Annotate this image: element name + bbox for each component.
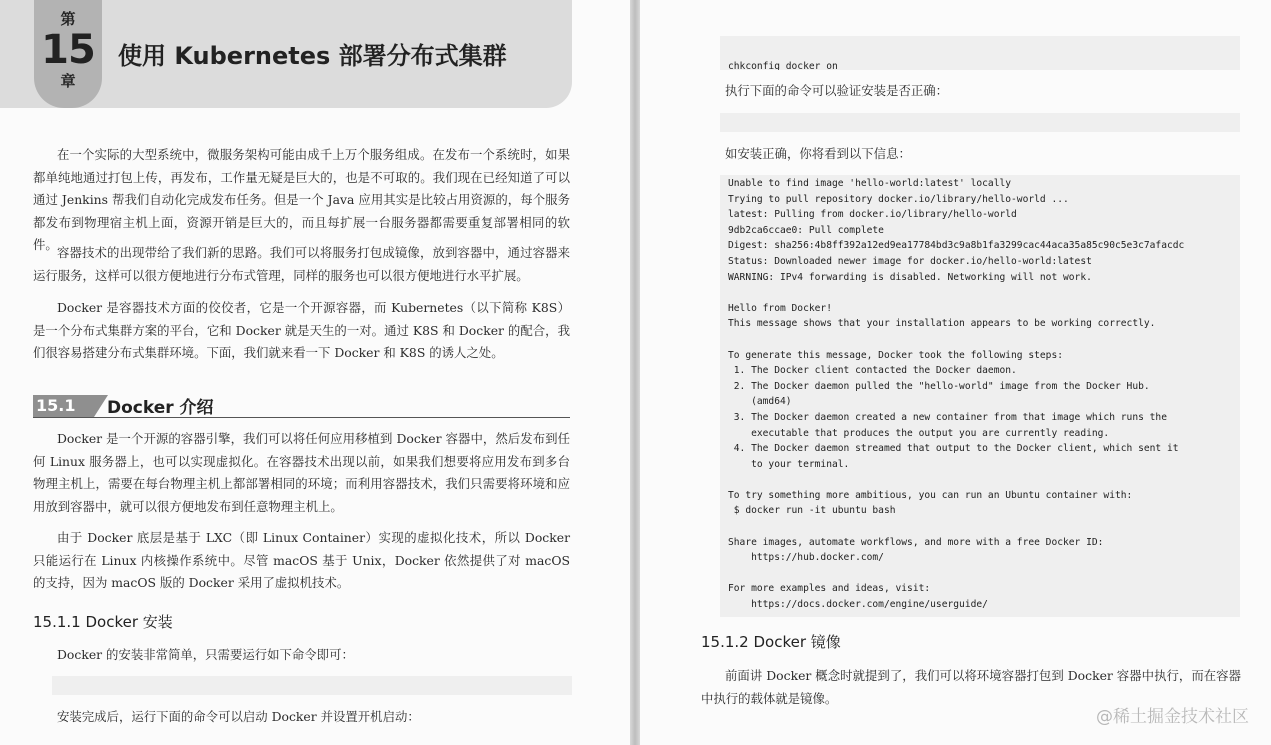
section-number: 15.1 [33, 395, 94, 417]
output-line: (amd64) [728, 396, 792, 408]
output-line: executable that produces the output you are currently reading. [728, 427, 1110, 439]
output-line: WARNING: IPv4 forwarding is disabled. Networking will not work. [728, 271, 1092, 283]
output-line: to your terminal. [728, 458, 850, 470]
output-line: $ docker run -it ubuntu bash [728, 505, 896, 517]
subsection-image-heading: 15.1.2 Docker 镜像 [701, 633, 841, 651]
output-line: 4. The Docker daemon streamed that output to the Docker client, which sent it [728, 443, 1179, 455]
output-line: Trying to pull repository docker.io/library/hello-world ... [728, 193, 1069, 205]
output-line: This message shows that your installation appears to be working correctly. [728, 318, 1156, 330]
output-line [728, 285, 1232, 301]
chapter-label-top: 第 [60, 10, 76, 28]
output-line: latest: Pulling from docker.io/library/hello-world [728, 209, 1017, 221]
start-command-line-1: chkconfig docker on [728, 61, 838, 70]
left-page [0, 0, 630, 745]
docker-intro-paragraph-2: 由于 Docker 底层是基于 LXC（即 Linux Container）实现的虚拟化技术，所以 Docker 只能运行在 Linux 内核操作系统中。尽管 macOS 基于 Unix，Docker 依然提供了对 macOS 的支持，因为 macOS 版的 Docker 采用了虚拟机技术。 [33, 530, 570, 590]
output-line [728, 332, 1232, 348]
output-line: Status: Downloaded newer image for docker.io/hello-world:latest [728, 255, 1092, 267]
install-intro-text: Docker 的安装非常简单，只需要运行如下命令即可： [57, 647, 354, 662]
intro-paragraph-1: 在一个实际的大型系统中，微服务架构可能由成千上万个服务组成。在发布一个系统时，如果都单纯地通过打包上传，再发布，工作量无疑是巨大的，也是不可取的。我们现在已经知道了可以通过 Jenkins 帮我们自动化完成发布任务。但是一个 Java 应用其实是比较占用资源的，每个服务都发布到物理宿主机上面，资源开销是巨大的，而且每扩展一台服务器都需要重复部署相同的软件。 [33, 147, 570, 252]
watermark: @稀土掘金技术社区 [1096, 707, 1249, 727]
output-line: Hello from Docker! [728, 302, 832, 314]
image-paragraph: 前面讲 Docker 概念时就提到了，我们可以将环境容器打包到 Docker 容器中执行，而在容器中执行的载体就是镜像。 [701, 668, 1241, 706]
chapter-label-bottom: 章 [60, 72, 76, 90]
hello-world-output-block [720, 175, 1240, 617]
output-line: Digest: sha256:4b8ff392a12ed9ea17784bd3c9a8b1fa3299cac44aca35a85c90c5e3c7afacdc [728, 240, 1185, 252]
output-line: 9db2ca6ccae0: Pull complete [728, 224, 884, 236]
chapter-badge [34, 0, 102, 108]
right-page [640, 0, 1271, 745]
intro-paragraph-3: Docker 是容器技术方面的佼佼者，它是一个开源容器，而 Kubernetes（以下简称 K8S）是一个分布式集群方案的平台，它和 Docker 就是天生的一对。通过 K8S 和 Docker 的配合，我们很容易搭建分布式集群环境。下面，我们就来看一下 Docker 和 K8S 的诱人之处。 [33, 300, 570, 360]
book-spine [630, 0, 640, 745]
output-line: For more examples and ideas, visit: [728, 583, 931, 595]
section-heading [33, 393, 570, 418]
output-line [728, 472, 1232, 488]
output-line: Unable to find image 'hello-world:latest' locally [728, 178, 1012, 189]
output-line: 3. The Docker daemon created a new container from that image which runs the [728, 411, 1167, 423]
intro-paragraph-2: 容器技术的出现带给了我们新的思路。我们可以将服务打包成镜像，放到容器中，通过容器来运行服务，这样可以很方便地进行分布式管理，同样的服务也可以很方便地进行水平扩展。 [33, 245, 570, 283]
chapter-number: 15 [41, 27, 95, 73]
output-line: To generate this message, Docker took the following steps: [728, 349, 1064, 361]
install-command-block [52, 676, 572, 695]
verify-command-block [720, 113, 1240, 132]
output-line: 2. The Docker daemon pulled the "hello-world" image from the Docker Hub. [728, 380, 1150, 392]
docker-intro-paragraph-1: Docker 是一个开源的容器引擎，我们可以将任何应用移植到 Docker 容器中，然后发布到任何 Linux 服务器上，也可以实现虚拟化。在容器技术出现以前，如果我们想要将应用发布到多台物理主机上，需要在每台物理主机上都部署相同的环境；而利用容器技术，我们只需要将环境和应用放到容器中，就可以很方便地发布到任意物理主机上。 [33, 431, 570, 514]
output-line [728, 566, 1232, 582]
output-line: 1. The Docker client contacted the Docker daemon. [728, 365, 1017, 377]
subsection-install-heading: 15.1.1 Docker 安装 [33, 613, 173, 631]
after-install-text: 安装完成后，运行下面的命令可以启动 Docker 并设置开机启动： [57, 709, 420, 724]
output-line: To try something more ambitious, you can run an Ubuntu container with: [728, 489, 1133, 501]
output-line: https://docs.docker.com/engine/userguide/ [728, 599, 988, 611]
output-line: Share images, automate workflows, and more with a free Docker ID: [728, 536, 1104, 548]
output-line [728, 519, 1232, 535]
output-line: https://hub.docker.com/ [728, 552, 884, 564]
output-intro-text: 如安装正确，你将看到以下信息： [725, 146, 911, 161]
chapter-title: 使用 Kubernetes 部署分布式集群 [118, 42, 507, 70]
section-title: Docker 介绍 [107, 398, 214, 418]
verify-intro-text: 执行下面的命令可以验证安装是否正确： [725, 83, 949, 98]
start-command-block [720, 36, 1240, 70]
